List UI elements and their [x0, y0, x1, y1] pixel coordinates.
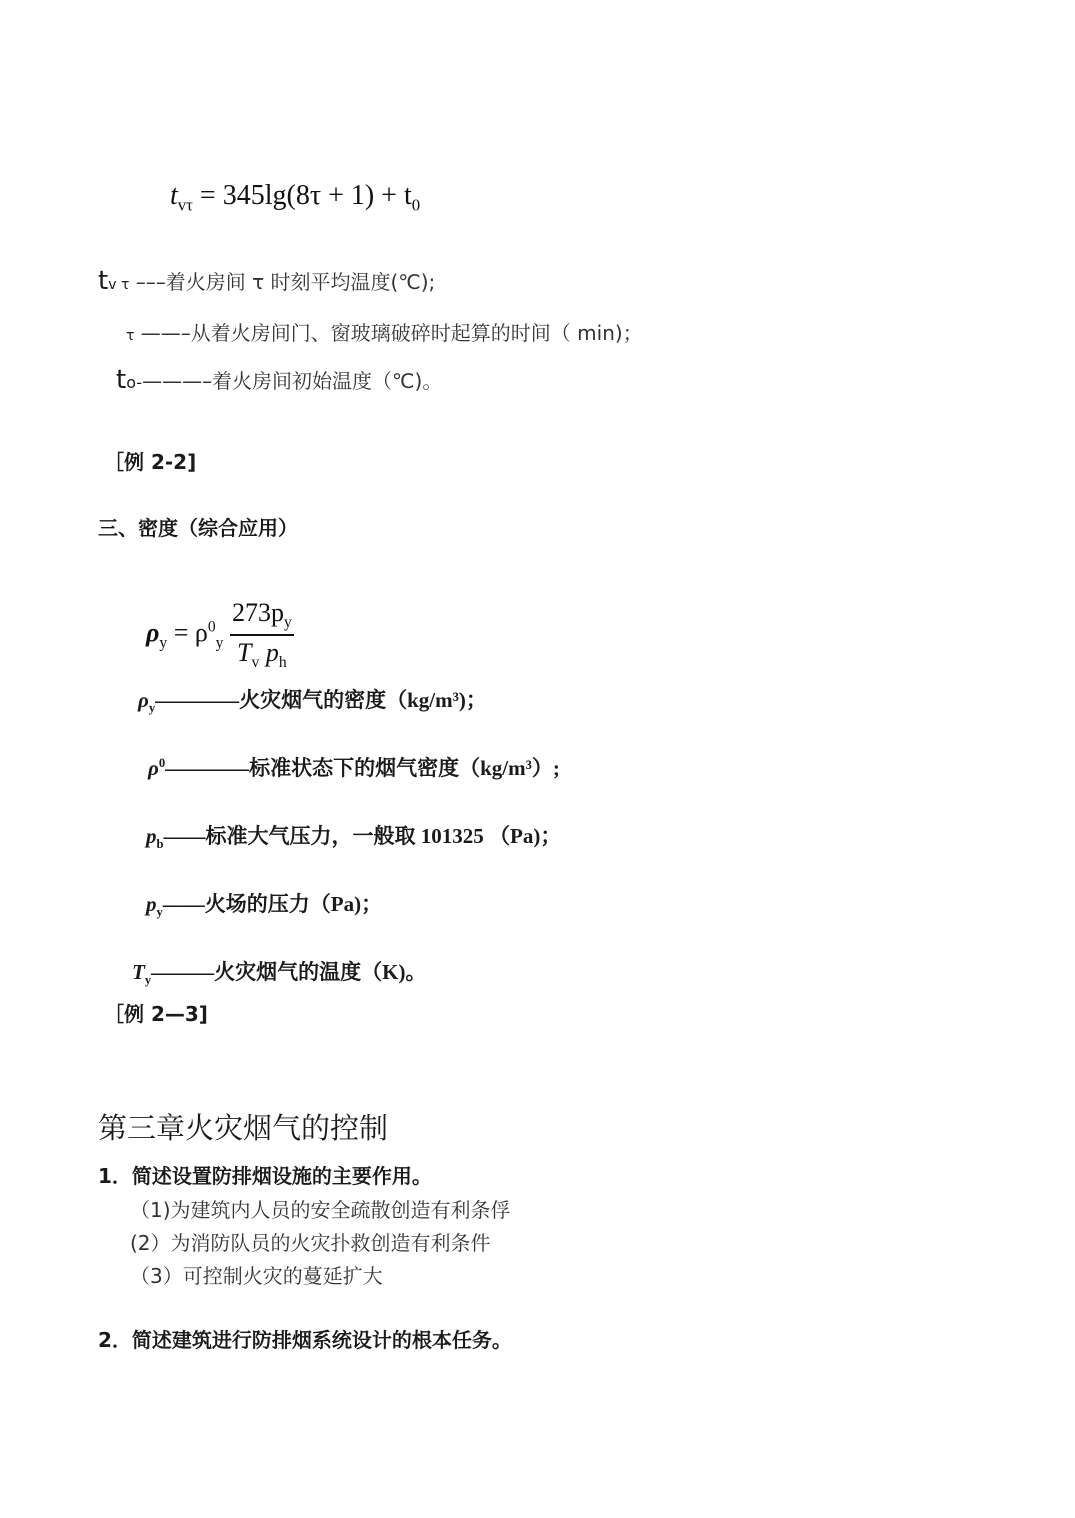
- question-1: 1．简述设置防排烟设施的主要作用。: [98, 1164, 432, 1188]
- def-symbol: ρ: [138, 688, 149, 712]
- def-symbol-sub: y: [144, 973, 152, 988]
- fraction-numerator: 273p: [231, 598, 284, 627]
- definition-t0: [116, 365, 442, 395]
- definition-ty: [132, 956, 426, 988]
- formula-temperature: [170, 180, 420, 216]
- example-2-3: ［例 2—3]: [104, 1002, 208, 1026]
- definition-py: [146, 888, 382, 920]
- def-symbol: ρ: [148, 756, 159, 780]
- def-text: ————火灾烟气的密度（kg/m³)；: [155, 688, 487, 712]
- fraction-denominator: T: [237, 638, 252, 668]
- def-symbol: p: [146, 824, 157, 848]
- formula-eq: = ρ: [173, 618, 208, 648]
- formula-lhs-sub: vτ: [177, 195, 193, 215]
- def-text: ——–从着火房间门、窗玻璃破碎时起算的时间（ min)；: [140, 321, 643, 345]
- def-text: ————标准状态下的烟气密度（kg/m³）;: [165, 756, 560, 780]
- def-symbol: p: [146, 892, 157, 916]
- def-symbol-sub: o-: [126, 373, 143, 392]
- formula-eq-sup: 0: [207, 618, 216, 636]
- def-text: –––着火房间 τ 时刻平均温度(℃);: [135, 270, 436, 294]
- formula-lhs-var: t: [170, 180, 178, 211]
- def-text: ——火场的压力（Pa)；: [162, 892, 383, 916]
- def-symbol-sub: y: [148, 701, 156, 716]
- formula-fraction: [230, 598, 294, 672]
- def-text: ———火灾烟气的温度（K)。: [151, 960, 427, 984]
- def-symbol: τ: [126, 328, 135, 344]
- definition-tvt: [98, 266, 435, 296]
- fraction-denominator-p: p: [265, 638, 279, 668]
- def-text: ——标准大气压力，一般取 101325 （Pa)；: [163, 824, 562, 848]
- def-symbol-sup: 0: [158, 756, 166, 770]
- example-2-2: ［例 2-2]: [104, 450, 197, 474]
- formula-rhs-sub: 0: [411, 195, 421, 215]
- def-symbol: T: [132, 960, 145, 984]
- definition-rho-0: [148, 752, 560, 782]
- formula-eq-sub: y: [215, 634, 224, 652]
- section-heading-density: 三、密度（综合应用）: [98, 516, 298, 540]
- formula-density: [146, 598, 294, 672]
- def-symbol: t: [116, 365, 127, 395]
- question-1-item-2: (2）为消防队员的火灾扑救创造有利条件: [130, 1231, 491, 1255]
- fraction-denominator-sub: v: [251, 654, 260, 672]
- formula-lhs: ρ: [146, 618, 160, 648]
- formula-rhs: = 345lg(8τ + 1) + t: [199, 180, 412, 211]
- definition-tau: [126, 317, 643, 346]
- fraction-denominator-p-sub: h: [278, 654, 287, 672]
- def-symbol-sub: b: [156, 837, 164, 852]
- def-symbol: t: [98, 266, 109, 296]
- definition-pb: [146, 820, 561, 852]
- question-1-item-1: （1)为建筑内人员的安全疏散创造有利条俘: [130, 1198, 511, 1222]
- question-2: 2．简述建筑进行防排烟系统设计的根本任务。: [98, 1328, 512, 1352]
- fraction-numerator-sub: y: [283, 614, 292, 632]
- chapter-title: 第三章火灾烟气的控制: [98, 1111, 389, 1145]
- definition-rho-y: [138, 684, 487, 716]
- def-text: ———–着火房间初始温度（℃)。: [142, 369, 443, 393]
- def-symbol-sub: v τ: [108, 277, 130, 293]
- def-symbol-sub: y: [156, 905, 163, 920]
- formula-lhs-sub: y: [159, 634, 168, 652]
- question-1-item-3: （3）可控制火灾的蔓延扩大: [130, 1264, 383, 1288]
